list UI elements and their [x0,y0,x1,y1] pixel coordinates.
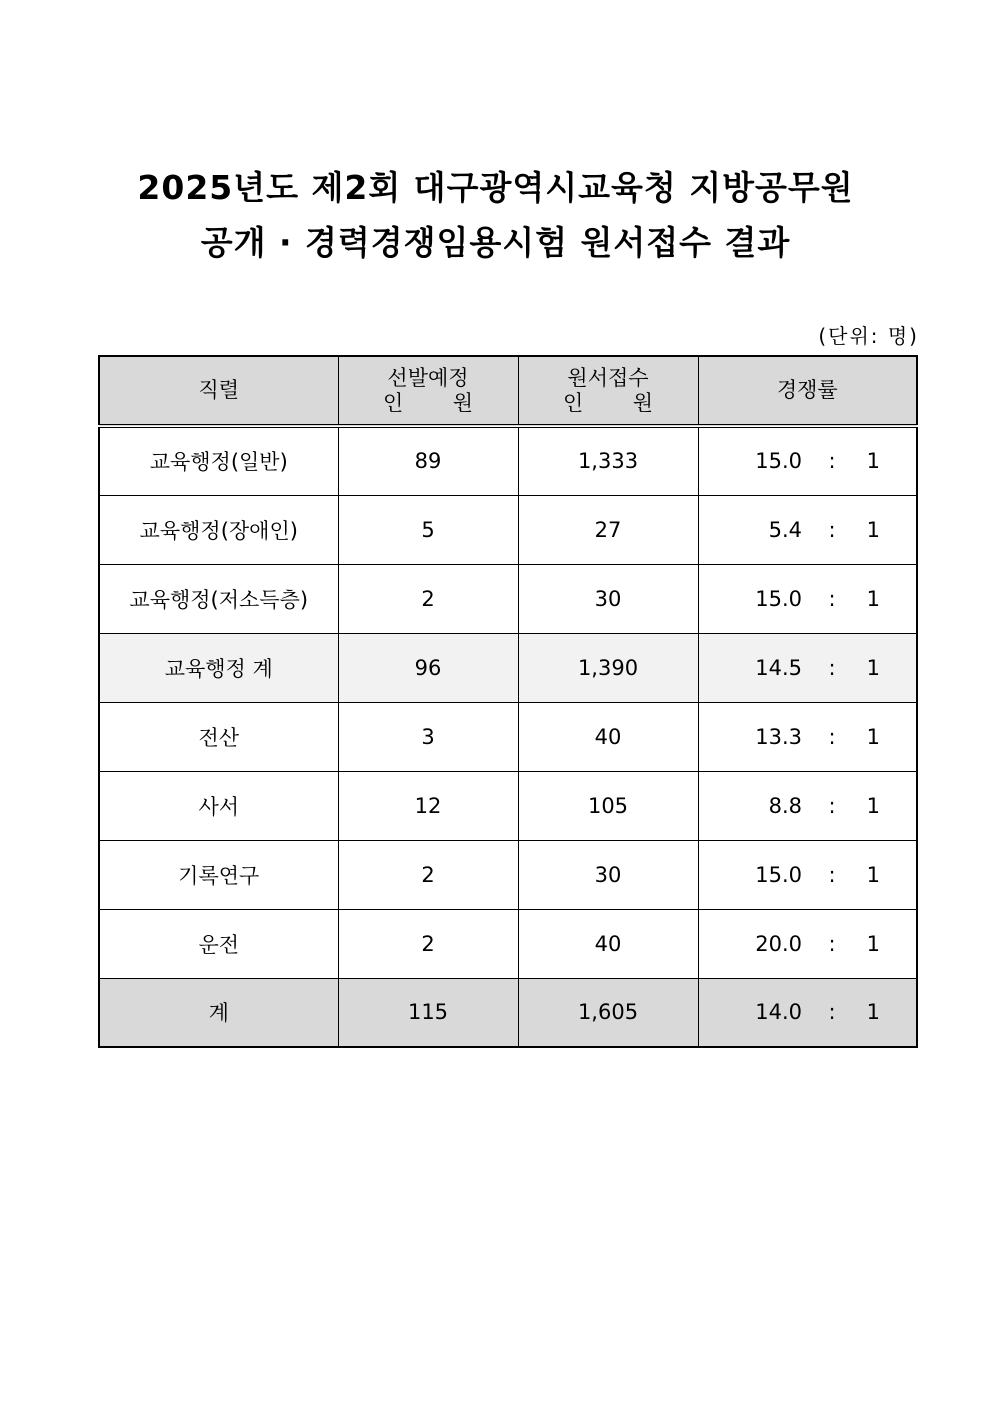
ratio-colon: : [828,793,836,818]
cell-applied: 1,333 [518,426,698,495]
ratio-denominator: 1 [866,862,880,887]
table-row [99,840,917,909]
cell-ratio [698,909,917,978]
cell-ratio [698,495,917,564]
header-planned-line2a: 인 [383,390,404,415]
cell-applied: 30 [518,840,698,909]
ratio-colon: : [828,655,836,680]
cell-job: 사서 [99,771,338,840]
ratio-colon: : [828,1000,836,1025]
page-title-line1: 2025년도 제2회 대구광역시교육청 지방공무원 [137,168,854,207]
ratio-colon: : [828,449,836,474]
cell-job: 기록연구 [99,840,338,909]
cell-job: 운전 [99,909,338,978]
ratio-value: 15.0 [755,449,802,474]
table-row [99,702,917,771]
cell-applied: 30 [518,564,698,633]
cell-planned: 2 [338,564,518,633]
cell-ratio [698,771,917,840]
header-applied-line2a: 인 [563,390,584,415]
ratio-value: 14.0 [755,1000,802,1025]
ratio-denominator: 1 [866,517,880,542]
cell-planned: 5 [338,495,518,564]
table-row [99,633,917,702]
cell-ratio [698,702,917,771]
table-row [99,426,917,495]
cell-ratio [698,426,917,495]
ratio-value: 14.5 [755,655,802,680]
ratio-denominator: 1 [866,931,880,956]
header-applied-line2b: 원 [632,390,653,415]
results-table [98,355,918,1048]
ratio-colon: : [828,931,836,956]
header-ratio: 경쟁률 [698,356,917,426]
cell-job: 전산 [99,702,338,771]
cell-job: 계 [99,978,338,1047]
cell-planned: 3 [338,702,518,771]
cell-planned: 2 [338,840,518,909]
cell-applied: 40 [518,909,698,978]
ratio-value: 8.8 [768,793,802,818]
header-applied-line2 [563,391,653,416]
cell-planned: 89 [338,426,518,495]
header-planned-line1: 선발예정 [387,365,469,390]
ratio-value: 15.0 [755,862,802,887]
ratio-denominator: 1 [866,793,880,818]
header-planned [338,356,518,426]
table-row [99,771,917,840]
header-planned-line2 [383,391,473,416]
cell-applied: 105 [518,771,698,840]
ratio-colon: : [828,724,836,749]
cell-ratio [698,564,917,633]
table-header [99,356,917,426]
cell-job: 교육행정(장애인) [99,495,338,564]
header-job: 직렬 [99,356,338,426]
cell-planned: 96 [338,633,518,702]
ratio-denominator: 1 [866,655,880,680]
cell-applied: 40 [518,702,698,771]
table-row [99,978,917,1047]
cell-job: 교육행정(저소득층) [99,564,338,633]
cell-job: 교육행정 계 [99,633,338,702]
cell-ratio [698,840,917,909]
ratio-denominator: 1 [866,449,880,474]
ratio-value: 5.4 [768,517,802,542]
page-title-line2: 공개 · 경력경쟁임용시험 원서접수 결과 [200,223,791,262]
cell-applied: 27 [518,495,698,564]
ratio-colon: : [828,586,836,611]
ratio-colon: : [828,862,836,887]
ratio-value: 15.0 [755,586,802,611]
cell-applied: 1,605 [518,978,698,1047]
cell-planned: 2 [338,909,518,978]
cell-ratio [698,978,917,1047]
table-row [99,495,917,564]
ratio-denominator: 1 [866,586,880,611]
unit-note: (단위: 명) [818,324,919,348]
table-body [99,426,917,1047]
table-row [99,909,917,978]
header-applied-line1: 원서접수 [567,365,649,390]
cell-applied: 1,390 [518,633,698,702]
ratio-value: 13.3 [755,724,802,749]
ratio-denominator: 1 [866,724,880,749]
header-planned-line2b: 원 [452,390,473,415]
ratio-colon: : [828,517,836,542]
ratio-denominator: 1 [866,1000,880,1025]
cell-planned: 115 [338,978,518,1047]
cell-ratio [698,633,917,702]
table-row [99,564,917,633]
cell-job: 교육행정(일반) [99,426,338,495]
cell-planned: 12 [338,771,518,840]
ratio-value: 20.0 [755,931,802,956]
header-applied [518,356,698,426]
